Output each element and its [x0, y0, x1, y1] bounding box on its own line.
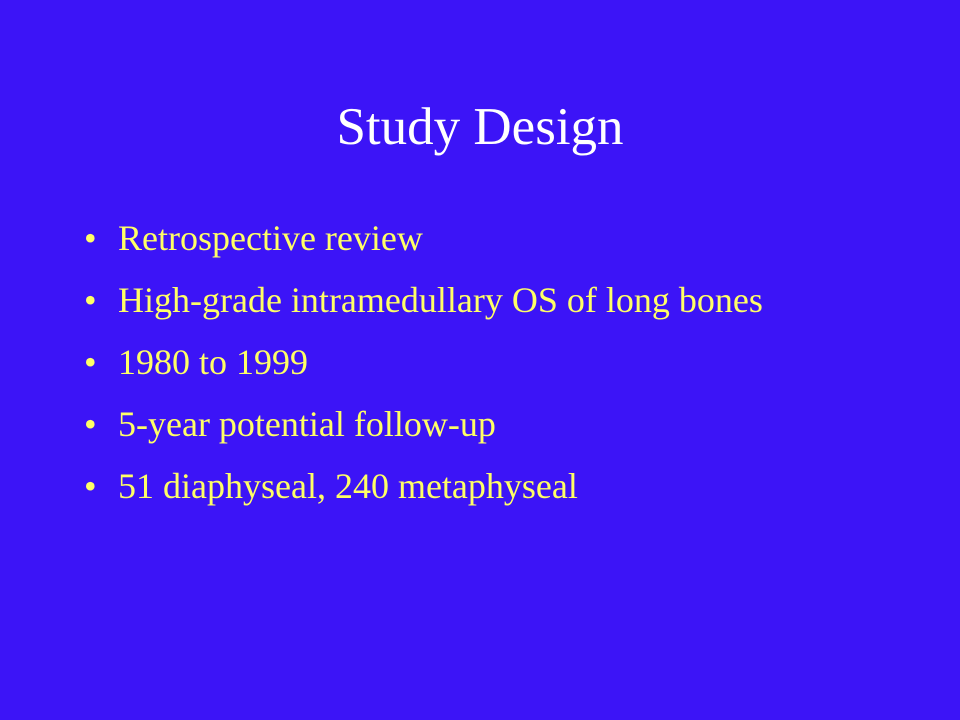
bullet-dot: •: [84, 280, 97, 320]
bullet-item: [84, 402, 884, 446]
bullet-item: [84, 216, 884, 260]
bullet-text: High-grade intramedullary OS of long bones: [118, 280, 763, 320]
bullet-text: 51 diaphyseal, 240 metaphyseal: [118, 466, 578, 506]
bullet-item: [84, 464, 884, 508]
bullet-dot: •: [84, 404, 97, 444]
bullet-dot: •: [84, 342, 97, 382]
bullet-item: [84, 340, 884, 384]
bullet-list: [84, 216, 884, 526]
bullet-dot: •: [84, 218, 97, 258]
slide-title: Study Design: [336, 98, 624, 156]
bullet-text: 5-year potential follow-up: [118, 404, 496, 444]
bullet-text: 1980 to 1999: [118, 342, 309, 382]
bullet-item: [84, 278, 884, 322]
bullet-text: Retrospective review: [118, 218, 423, 258]
bullet-dot: •: [84, 466, 97, 506]
